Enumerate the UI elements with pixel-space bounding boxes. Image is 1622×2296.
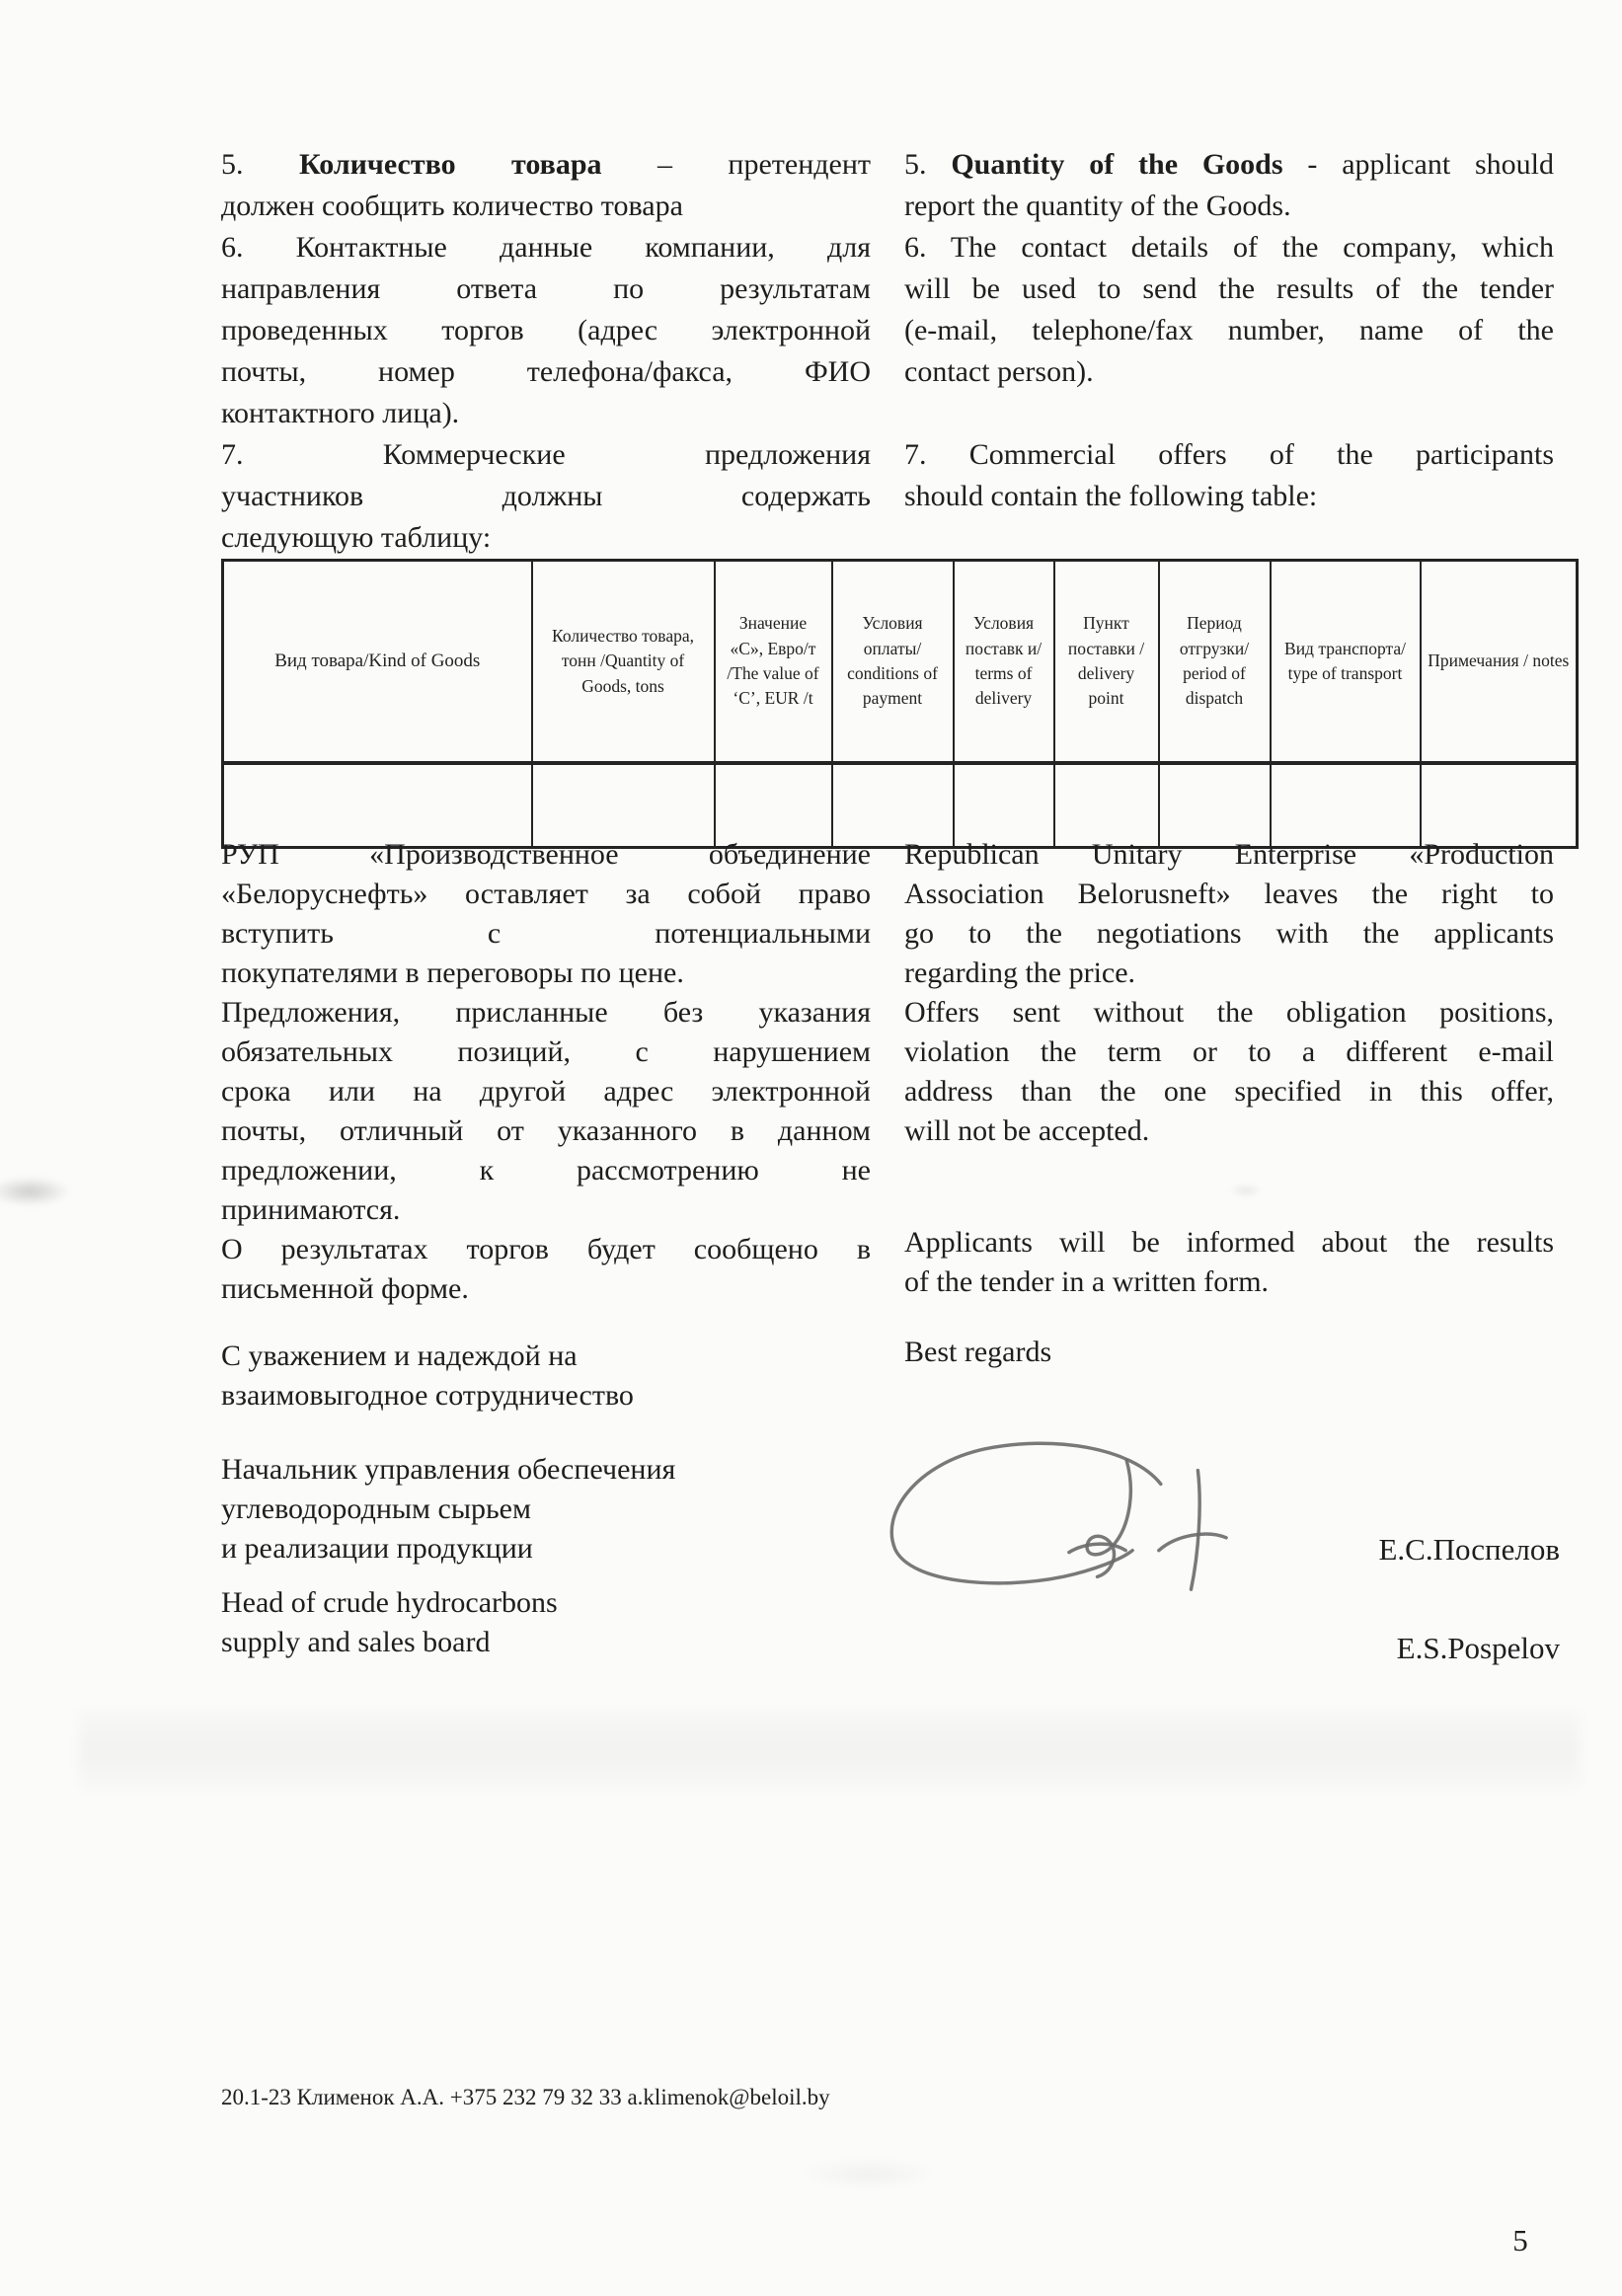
paragraph-offers-en bbox=[904, 993, 1554, 1151]
paragraph-items-ru bbox=[221, 144, 871, 559]
text-line: Head of crude hydrocarbons bbox=[221, 1586, 558, 1619]
signatory-name-ru: Е.С.Поспелов bbox=[1378, 1532, 1560, 1567]
blank-line bbox=[904, 393, 1554, 434]
paragraph-regards-ru bbox=[221, 1337, 871, 1416]
text-line: почты, отличный от указанного в данном bbox=[221, 1114, 871, 1147]
top-left-column-ru bbox=[221, 144, 871, 559]
text-line: 7. Commercial offers of the participants bbox=[904, 438, 1554, 471]
text-line: of the tender in a written form. bbox=[904, 1265, 1270, 1298]
text-line: violation the term or to a different e-mail bbox=[904, 1035, 1554, 1068]
table-header-row bbox=[223, 561, 1578, 764]
text-line: Offers sent without the obligation positions, bbox=[904, 996, 1554, 1029]
text-line: Best regards bbox=[904, 1336, 1052, 1368]
text-line: следующую таблицу: bbox=[221, 521, 492, 554]
text-line: Начальник управления обеспечения bbox=[221, 1453, 676, 1486]
text-line: письменной форме. bbox=[221, 1272, 469, 1305]
text-line: вступить с потенциальными bbox=[221, 917, 871, 950]
text-line: (e-mail, telephone/fax number, name of the bbox=[904, 314, 1554, 346]
text-line: 6. The contact details of the company, which bbox=[904, 231, 1554, 264]
text-line: углеводородным сырьем bbox=[221, 1492, 531, 1525]
text-line: «Белоруснефть» оставляет за собой право bbox=[221, 878, 871, 910]
text-line: предложении, к рассмотрению не bbox=[221, 1154, 871, 1186]
text-line: Предложения, присланные без указания bbox=[221, 996, 871, 1029]
text-line: срока или на другой адрес электронной bbox=[221, 1075, 871, 1108]
text-line: contact person). bbox=[904, 355, 1094, 388]
signatory-name-en: E.S.Pospelov bbox=[1396, 1631, 1560, 1665]
scan-smudge bbox=[800, 2157, 938, 2190]
text-line: С уважением и надеждой на bbox=[221, 1339, 578, 1372]
text-line: 5. Количество товара – претендент bbox=[221, 148, 871, 181]
text-line: проведенных торгов (адрес электронной bbox=[221, 314, 871, 346]
table-header-delivery-terms: Условия поставк и/ terms of delivery bbox=[954, 561, 1054, 764]
table-header-payment-conditions: Условия оплаты/ conditions of payment bbox=[832, 561, 954, 764]
paragraph-regards-en bbox=[904, 1333, 1554, 1372]
table-header-transport-type: Вид транспорта/ type of transport bbox=[1271, 561, 1421, 764]
paragraph-offers-ru bbox=[221, 993, 871, 1230]
paragraph-position-en bbox=[221, 1583, 871, 1662]
text-line: will not be accepted. bbox=[904, 1114, 1150, 1147]
text-line: обязательных позиций, с нарушением bbox=[221, 1035, 871, 1068]
text-line: regarding the price. bbox=[904, 957, 1136, 989]
text-line: supply and sales board bbox=[221, 1626, 491, 1658]
text-line: 6. Контактные данные компании, для bbox=[221, 231, 871, 264]
text-line: почты, номер телефона/факса, ФИО bbox=[221, 355, 871, 388]
text-line: address than the one specified in this offer, bbox=[904, 1075, 1554, 1108]
text-line: участников должны содержать bbox=[221, 480, 871, 512]
scan-smudge bbox=[0, 1177, 71, 1206]
text-line: принимаются. bbox=[221, 1193, 401, 1226]
text-line: взаимовыгодное сотрудничество bbox=[221, 1379, 634, 1412]
mid-left-column-ru bbox=[221, 835, 871, 1662]
mid-right-column-en bbox=[904, 835, 1554, 1372]
paragraph-items-en bbox=[904, 144, 1554, 517]
table-header-dispatch-period: Период отгрузки/ period of dispatch bbox=[1159, 561, 1271, 764]
table-header-notes: Примечания / notes bbox=[1421, 561, 1578, 764]
text-line: will be used to send the results of the tender bbox=[904, 272, 1554, 305]
text-line: контактного лица). bbox=[221, 397, 460, 429]
text-line: Republican Unitary Enterprise «Production bbox=[904, 838, 1554, 871]
text-line: go to the negotiations with the applicants bbox=[904, 917, 1554, 950]
signature-scribble bbox=[875, 1433, 1238, 1609]
top-right-column-en bbox=[904, 144, 1554, 517]
paragraph-results-ru bbox=[221, 1230, 871, 1309]
text-line: Association Belorusneft» leaves the right to bbox=[904, 878, 1554, 910]
text-line: Applicants will be informed about the results bbox=[904, 1226, 1554, 1259]
paragraph-position-ru bbox=[221, 1450, 871, 1569]
text-line: покупателями в переговоры по цене. bbox=[221, 957, 684, 989]
text-line: и реализации продукции bbox=[221, 1532, 533, 1565]
paragraph-results-en bbox=[904, 1223, 1554, 1302]
table-header-quantity: Количество товара, тонн /Quantity of Goods, tons bbox=[532, 561, 715, 764]
text-line: О результатах торгов будет сообщено в bbox=[221, 1233, 871, 1265]
text-line: РУП «Производственное объединение bbox=[221, 838, 871, 871]
table-header-kind-of-goods: Вид товара/Kind of Goods bbox=[223, 561, 532, 764]
paragraph-negotiation-en bbox=[904, 835, 1554, 993]
page-number: 5 bbox=[1512, 2223, 1528, 2258]
text-line: 7. Коммерческие предложения bbox=[221, 438, 871, 471]
table-header-delivery-point: Пункт поставки / delivery point bbox=[1054, 561, 1159, 764]
paragraph-negotiation-ru bbox=[221, 835, 871, 993]
table-header-value-c: Значение «С», Евро/т /The value of ‘С’, EUR /t bbox=[715, 561, 832, 764]
text-line: report the quantity of the Goods. bbox=[904, 190, 1291, 222]
contact-footer: 20.1-23 Клименок А.А. +375 232 79 32 33 a.klimenok@beloil.by bbox=[221, 2085, 830, 2109]
text-line: должен сообщить количество товара bbox=[221, 190, 683, 222]
text-line: направления ответа по результатам bbox=[221, 272, 871, 305]
text-line: 5. Quantity of the Goods - applicant should bbox=[904, 148, 1554, 181]
text-line: should contain the following table: bbox=[904, 480, 1318, 512]
commercial-offer-table bbox=[221, 559, 1579, 849]
scan-band bbox=[79, 1710, 1580, 1789]
